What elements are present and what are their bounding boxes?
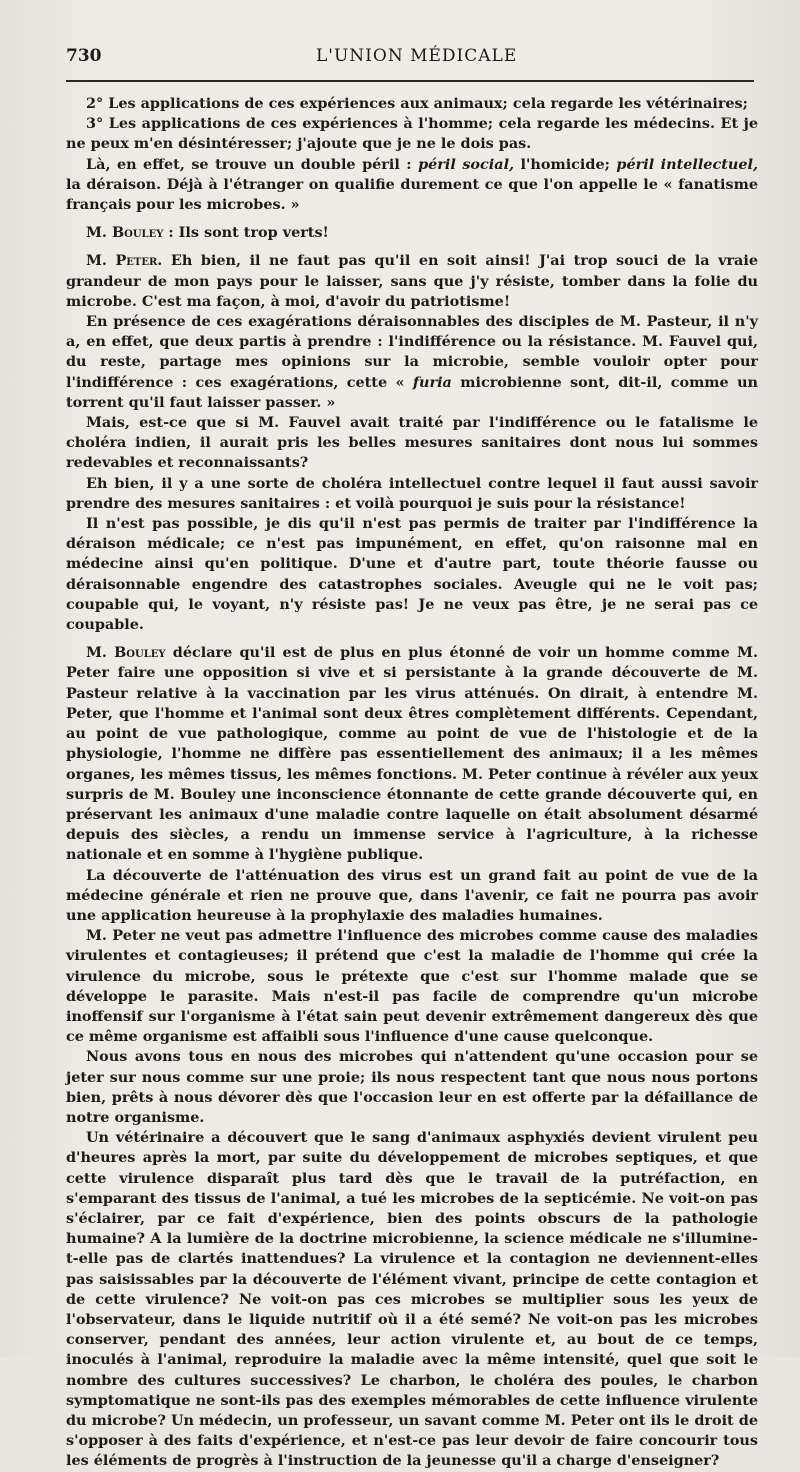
- page-number: 730: [66, 46, 102, 66]
- page-header: [66, 46, 754, 82]
- paragraph-3: [66, 155, 758, 216]
- text-run: microbienne sont, dit-il, comme un torrent qu'il faut laisser passer. »: [66, 373, 758, 411]
- paragraph-5: [66, 251, 758, 312]
- emphasis-peril-social: péril social,: [418, 155, 515, 173]
- speech-text: déclare qu'il est de plus en plus étonné de voir un homme comme M. Peter faire une opposition si vive et si persistante à la grande découverte de M. Pasteur relative à la vaccination par les virus atténués. On dirait, à entendre M. Peter, que l'homme et l'animal sont deux êtres complètement différents. Cependant, au point de vue pathologique, comme au point de vue de l'histologie et de la physiologie, l'homme ne diffère pas essentiellement des animaux; il a les mêmes organes, les mêmes tissus, les mêmes fonctions. M. Peter continue à révéler aux yeux surpris de M. Bouley une inconscience étonnante de cette grande découverte qui, en préservant les animaux d'une maladie contre laquelle on était absolument désarmé depuis des siècles, a rendu un immense service à l'agriculture, à la richesse nationale et en somme à l'hygiène publique.: [66, 644, 758, 864]
- paragraph-7: Mais, est-ce que si M. Fauvel avait traité par l'indifférence ou le fatalisme le choléra indien, il aurait pris les belles mesures sanitaires dont nous lui sommes redevables et reconnaissants?: [66, 414, 758, 472]
- paragraph-2: 3° Les applications de ces expériences à l'homme; cela regarde les médecins. Et je ne peux m'en désintéresser; j'ajoute que je ne le dois pas.: [66, 115, 758, 153]
- text-run: En présence de ces exagérations déraisonnables des disciples de M. Pasteur, il n'y a, en effet, que deux partis à prendre : l'indifférence ou la résistance. M. Fauvel qui, du reste, partage mes opinions sur la microbie, semble vouloir opter pour l'indifférence : ces exagérations, cette «: [66, 313, 758, 391]
- speaker-name: M. Peter.: [86, 252, 163, 270]
- paragraph-14: Un vétérinaire a découvert que le sang d'animaux asphyxiés devient virulent peu d'heures après la mort, par suite du développement de microbes septiques, et que cette virulence disparaît plus tard dès que le travail de la putréfaction, en s'emparant des tissus de l'animal, a tué les microbes de la septicémie. Ne voit-on pas s'éclairer, par ce fait d'expérience, bien des points obscurs de la pathologie humaine? A la lumière de la doctrine microbienne, la science médicale ne s'illumine-t-elle pas de clartés inattendues? La virulence et la contagion ne deviennent-elles pas saisissables par la découverte de l'élément vivant, principe de cette contagion et de cette virulence? Ne voit-on pas ces microbes se multiplier sous les yeux de l'observateur, dans le liquide nutritif où il a été semé? Ne voit-on pas les microbes conserver, pendant des années, leur action virulente et, au bout de ce temps, inoculés à l'animal, reproduire la maladie avec la même intensité, quel que soit le nombre des cultures successives? Le charbon, le choléra des poules, le charbon symptomatique ne sont-ils pas des exemples mémorables de cette influence virulente du microbe? Un médecin, un professeur, un savant comme M. Peter ont ils le droit de s'opposer à des faits d'expérience, et n'est-ce pas leur devoir de faire concourir tous les éléments de progrès à l'instruction de la jeunesse qu'il a charge d'enseigner?: [66, 1129, 758, 1470]
- paragraph-4: [66, 223, 758, 243]
- speaker-name: M. Bouley: [86, 224, 164, 242]
- paragraph-12: M. Peter ne veut pas admettre l'influence des microbes comme cause des maladies virulentes et contagieuses; il prétend que c'est la maladie de l'homme qui crée la virulence du microbe, sous le prétexte que c'est sur l'homme malade que se développe le parasite. Mais n'est-il pas facile de comprendre qu'un microbe inoffensif sur l'organisme à l'état sain peut devenir extrêmement dangereux dès que ce même organisme est affaibli sous l'influence d'une cause quelconque.: [66, 927, 758, 1046]
- speech-text: : Ils sont trop verts!: [163, 224, 329, 242]
- paragraph-1: 2° Les applications de ces expériences aux animaux; cela regarde les vétérinaires;: [86, 95, 748, 112]
- paragraph-8: Eh bien, il y a une sorte de choléra intellectuel contre lequel il faut aussi savoir prendre des mesures sanitaires : et voilà pourquoi je suis pour la résistance!: [66, 474, 758, 512]
- paragraph-9: Il n'est pas possible, je dis qu'il n'est pas permis de traiter par l'indifférence la déraison médicale; ce n'est pas impunément, en effet, qu'on raisonne mal en médecine ainsi qu'en politique. D'une et d'autre part, toute théorie fausse ou déraisonnable engendre des catastrophes sociales. Aveugle qui ne le voit pas; coupable qui, le voyant, n'y résiste pas! Je ne veux pas être, je ne serai pas ce coupable.: [66, 515, 758, 634]
- running-title: L'UNION MÉDICALE: [316, 46, 518, 66]
- paragraph-6: [66, 312, 758, 413]
- speech-text: Eh bien, il ne faut pas qu'il en soit ainsi! J'ai trop souci de la vraie grandeur de mon pays pour le laisser, sans que j'y résiste, tomber dans la folie du microbe. C'est ma façon, à moi, d'avoir du patriotisme!: [66, 252, 758, 310]
- text-run: l'homicide;: [514, 155, 617, 173]
- speaker-name: M. Bouley: [86, 644, 166, 662]
- article-body: [66, 94, 758, 1472]
- text-run: la déraison. Déjà à l'étranger on qualifie durement ce que l'on appelle le « fanatisme français pour les microbes. »: [66, 175, 758, 214]
- emphasis-furia: furia: [412, 373, 452, 391]
- text-run: Là, en effet, se trouve un double péril :: [86, 155, 419, 173]
- emphasis-peril-intellectuel: péril intellectuel,: [616, 155, 758, 173]
- paragraph-10: [66, 643, 758, 865]
- paragraph-11: La découverte de l'atténuation des virus est un grand fait au point de vue de la médecine générale et rien ne prouve que, dans l'avenir, ce fait ne pourra pas avoir une application heureuse à la prophylaxie des maladies humaines.: [66, 866, 758, 924]
- paragraph-13: Nous avons tous en nous des microbes qui n'attendent qu'une occasion pour se jeter sur nous comme sur une proie; ils nous respectent tant que nous nous portons bien, prêts à nous dévorer dès que l'occasion leur en est offerte par la défaillance de notre organisme.: [66, 1048, 758, 1126]
